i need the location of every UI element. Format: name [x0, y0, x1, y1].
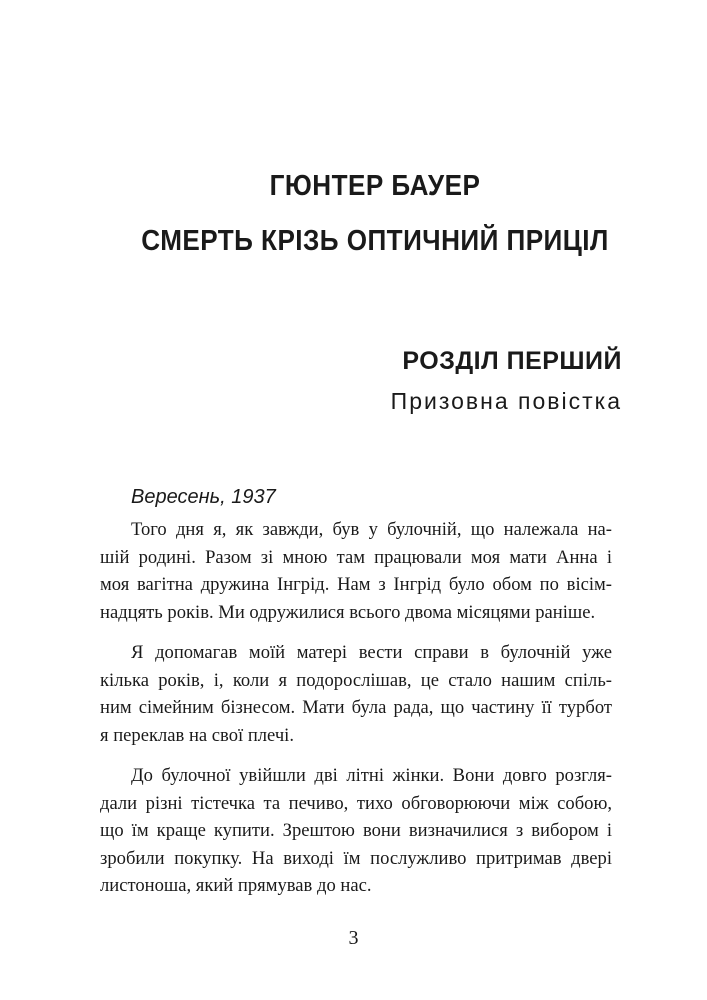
text-line: Того дня я, як завжди, був у булочній, що належала на-: [131, 519, 612, 540]
paragraph: [100, 639, 612, 749]
text-line: що їм краще купити. Зрештою вони визначилися з вибором і: [100, 820, 612, 841]
page-number: 3: [348, 927, 359, 949]
text-line: листоноша, який прямував до нас.: [100, 875, 372, 896]
chapter-number: РОЗДІЛ ПЕРШИЙ: [402, 347, 622, 375]
text-line: кілька років, і, коли я подорослішав, це стало нашим спіль-: [100, 669, 612, 691]
text-line: я переклав на свої плечі.: [100, 724, 294, 746]
dateline: Вересень, 1937: [131, 486, 276, 508]
text-line: надцять років. Ми одружилися всього двома місяцями раніше.: [100, 601, 596, 623]
chapter-subtitle: Призовна повістка: [390, 388, 622, 414]
text-line: моя вагітна дружина Інгрід. Нам з Інгрід було обом по вісім-: [100, 574, 612, 595]
text-line: зробили покупку. На виході їм послужливо притримав двері: [100, 847, 612, 869]
text-line: До булочної увійшли дві літні жінки. Вони довго розгля-: [131, 765, 612, 786]
paragraph: [100, 762, 612, 900]
paragraph: [100, 516, 612, 626]
book-title: СМЕРТЬ КРІЗЬ ОПТИЧНИЙ ПРИЦІЛ: [141, 225, 609, 257]
author-name: ГЮНТЕР БАУЕР: [269, 170, 481, 202]
text-line: шій родині. Разом зі мною там працювали моя мати Анна і: [100, 546, 612, 568]
chapter-heading: [391, 346, 622, 416]
text-line: Я допомагав моїй матері вести справи в булочній уже: [131, 642, 612, 663]
text-line: дали різні тістечка та печиво, тихо обговорюючи між собою,: [100, 792, 612, 814]
body-text: [100, 516, 612, 913]
text-line: ним сімейним бізнесом. Мати була рада, що частину її турбот: [100, 697, 612, 718]
